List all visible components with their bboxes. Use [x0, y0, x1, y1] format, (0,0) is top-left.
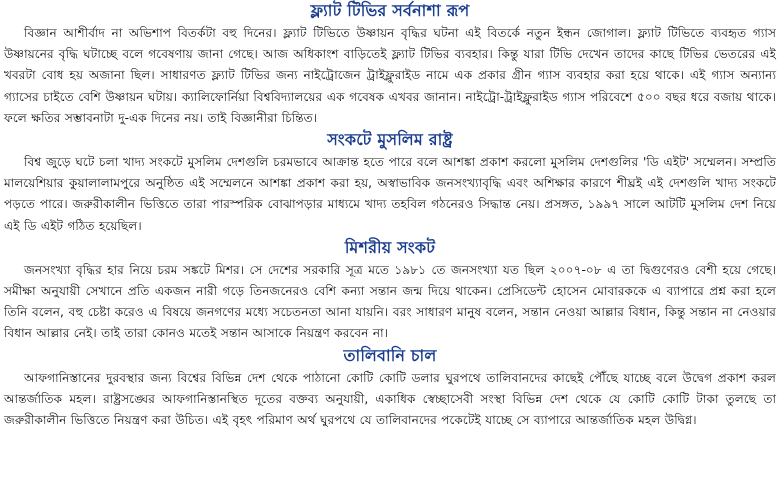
- article-headline: সংকটে মুসলিম রাষ্ট্র: [327, 130, 453, 150]
- article-body: বিজ্ঞান আশীর্বাদ না অভিশাপ বিতর্কটা বহু দিনের। ফ্ল্যাট টিভিতে উষ্ণায়ন বৃদ্ধির ঘটনা এই বিতর্কে নতুন ইন্ধন জোগাল। ফ্ল্যাট টিভিতে ব্যবহৃত গ্যাস উষ্ণায়নের বৃদ্ধি ঘটাচ্ছে বলে গবেষণায় জানা গেছে। আজ অধিকাংশ বাড়িতেই ফ্ল্যাট টিভির ব্যবহার। কিন্তু যারা টিভি দেখেন তাদের কাছে টিভির ভেতরের এই খবরটা বোধ হয় অজানা ছিল। সাধারণত ফ্ল্যাট টিভির জন্য নাইট্রোজেন ট্রাইফ্লুরাইড নামে এক প্রকার গ্রীন গ্যাস ব্যবহার করা হয়ে থাকে। এই গ্যাস অন্যান্য গ্যাসের চাইতে বেশি উষ্ণায়ন ঘটায়। ক্যালিফোর্নিয়া বিশ্ববিদ্যালয়ের এক গবেষক এখবর জানান। নাইট্রো-ট্রাইফ্লুরাইড গ্যাস পরিবেশে ৫০০ বছর ধরে বজায় থাকে। ফলে ক্ষতির সম্ভাবনাটা দু-এক দিনের নয়। তাই বিজ্ঞানীরা চিন্তিত।: [4, 26, 776, 125]
- article-headline: তালিবানি চাল: [343, 345, 437, 365]
- news-page: [0, 1, 780, 499]
- article-flat-tv: [4, 1, 776, 129]
- article-body: বিশ্ব জুড়ে ঘটে চলা খাদ্য সংকটে মুসলিম দেশগুলি চরমভাবে আক্রান্ত হতে পারে বলে আশঙ্কা প্রকাশ করলো মুসলিম দেশগুলির 'ডি এইট' সম্মেলন। সম্প্রতি মালয়েশিয়ার কুয়ালালামপুরে অনুষ্ঠিত এই সম্মেলনে আশঙ্কা প্রকাশ করা হয়, অস্বাভাবিক জনসংখ্যাবৃদ্ধি এবং অশিক্ষার কারণে শীঘ্রই এই দেশগুলি খাদ্য সংকটে পড়তে পারে। জরুরীকালীন ভিত্তিতে তারা পারস্পরিক বোঝাপড়ার মাধ্যমে খাদ্য তহবিল গঠনেরও সিদ্ধান্ত নেয়। প্রসঙ্গত, ১৯৯৭ সালে আটটি মুসলিম দেশ নিয়ে এই ডি এইট গঠিত হয়েছিল।: [4, 155, 776, 233]
- article-egypt-crisis: [4, 238, 776, 345]
- article-body: জনসংখ্যা বৃদ্ধির হার নিয়ে চরম সঙ্কটে মিশর। সে দেশের সরকারি সূত্র মতে ১৯৮১ তে জনসংখ্যা যত ছিল ২০০৭-০৮ এ তা দ্বিগুণেরও বেশী হয়ে গেছে। সমীক্ষা অনুযায়ী সেখানে প্রতি একজন নারী গড়ে তিনজনেরও বেশি কন্যা সন্তান জন্ম দিয়ে থাকেন। প্রেসিডেন্ট হোসেন মোবারককে এ ব্যাপারে প্রশ্ন করা হলে তিনি বলেন, বহু চেষ্টা করেও এ বিষয়ে জনগণের মধ্যে সচেতনতা আনা যায়নি। বরং সাধারণ মানুষ বলেন, সন্তান নেওয়া আল্লার বিধান, কিন্তু সন্তান না নেওয়ার বিধান আল্লার নেই। তাই তারা কোনও মতেই সন্তান আসাকে নিয়ন্ত্রণ করবেন না।: [4, 262, 776, 341]
- article-body: আফগানিস্তানের দুরবস্থার জন্য বিশ্বের বিভিন্ন দেশ থেকে পাঠানো কোটি কোটি ডলার ঘুরপথে তালিবানদের কাছেই পৌঁছে যাচ্ছে বলে উদ্বেগ প্রকাশ করল আন্তর্জাতিক মহল। রাষ্ট্রসঙ্ঘের আফগানিস্তানস্থিত দূতের বক্তব্য অনুযায়ী, একাধিক স্বেচ্ছাসেবী সংস্থা বিভিন্ন দেশ থেকে যে কোটি কোটি টাকা তুলছে তা জরুরীকালীন ভিত্তিতে নিয়ন্ত্রণ করা উচিত। এই বৃহৎ পরিমাণ অর্থ ঘুরপথে যে তালিবানদের পকেটেই যাচ্ছে সে ব্যাপারে আন্তর্জাতিক মহল উদ্বিগ্ন।: [4, 370, 776, 428]
- article-muslim-crisis: [4, 130, 776, 237]
- article-headline: মিশরীয় সংকট: [344, 237, 436, 257]
- article-headline: ফ্ল্যাট টিভির সর্বনাশা রূপ: [310, 1, 470, 20]
- article-taliban: [4, 346, 776, 432]
